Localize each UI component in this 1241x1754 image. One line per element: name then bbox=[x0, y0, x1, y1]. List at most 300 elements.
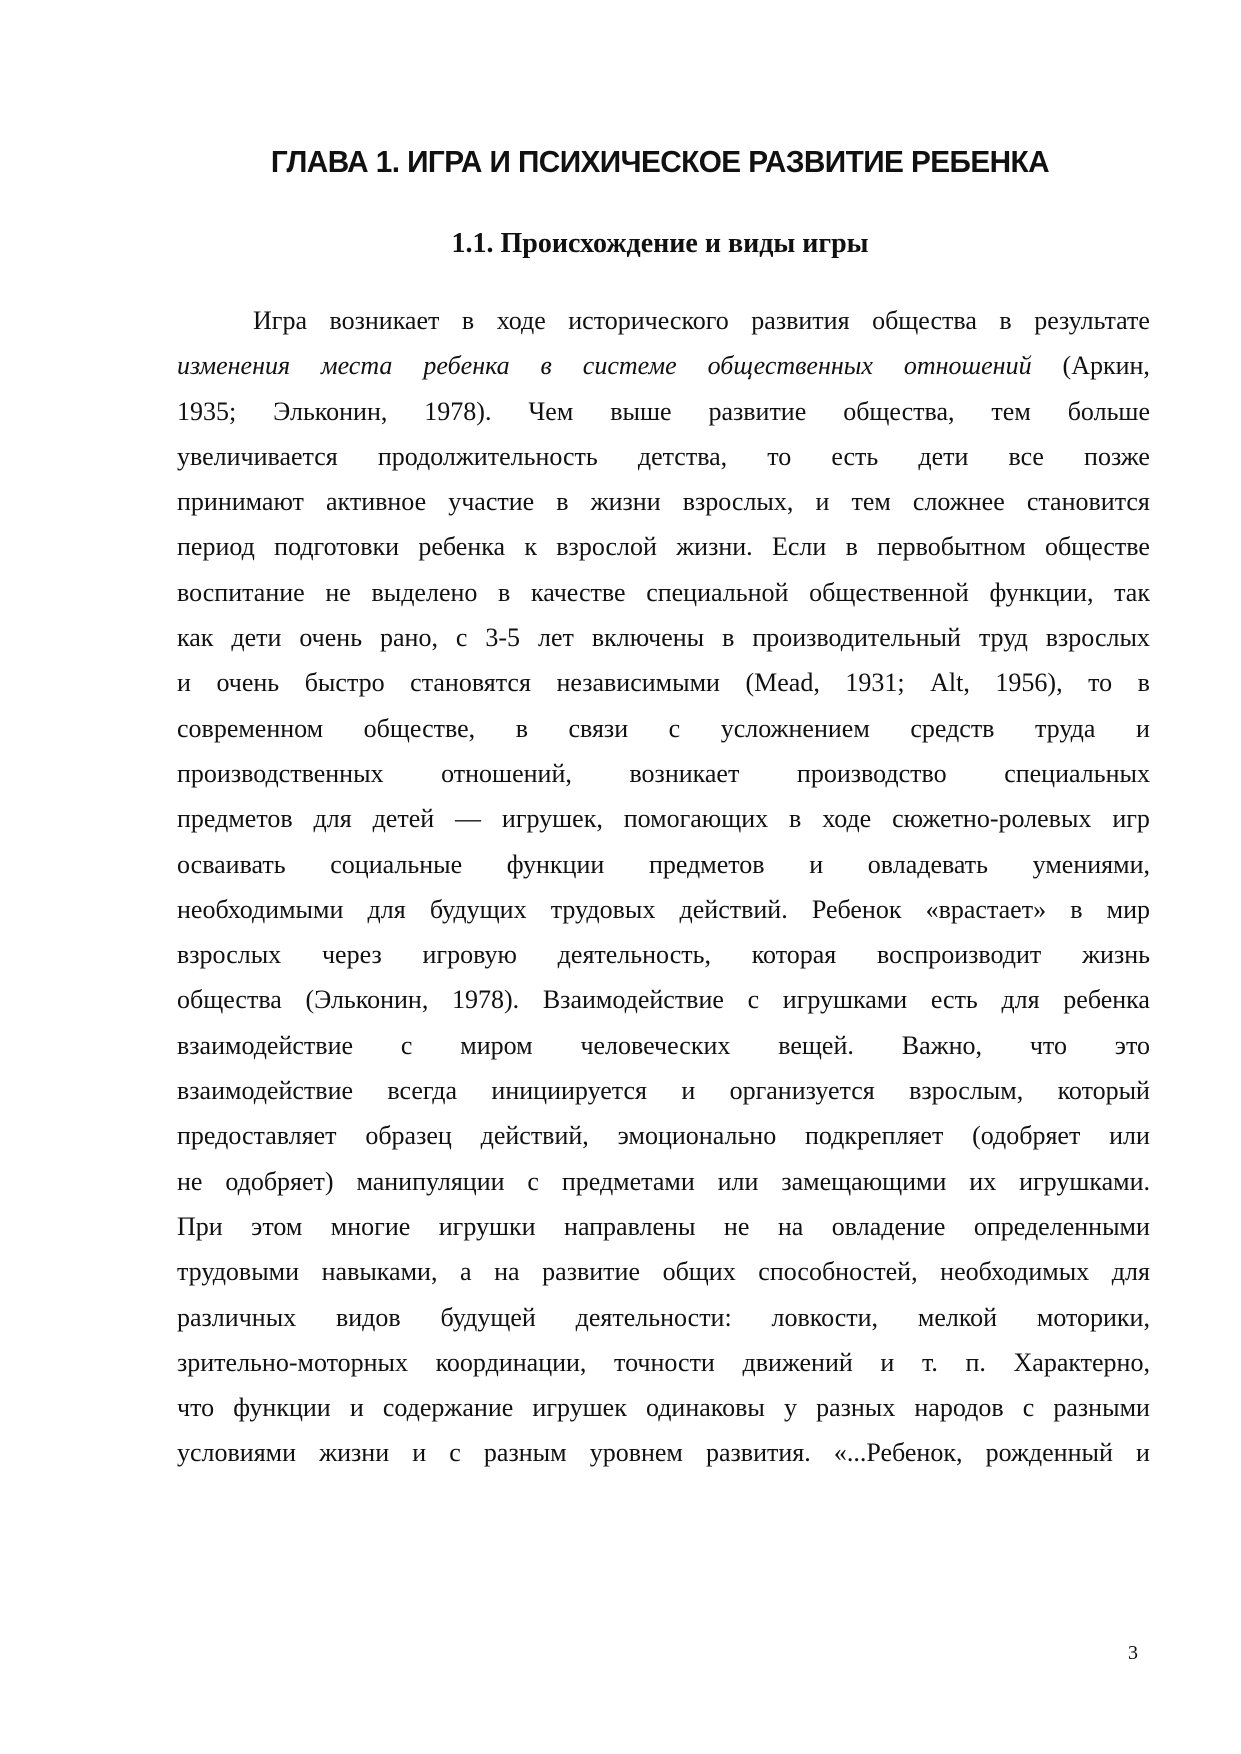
word bbox=[772, 1295, 879, 1340]
word bbox=[507, 842, 605, 887]
word-part: их bbox=[969, 1166, 997, 1196]
word bbox=[778, 1204, 803, 1249]
word-part: и bbox=[681, 1076, 696, 1106]
word bbox=[822, 796, 871, 841]
word bbox=[305, 977, 428, 1022]
word bbox=[991, 389, 1030, 434]
word bbox=[974, 1204, 1150, 1249]
word bbox=[683, 479, 794, 524]
word bbox=[439, 1204, 536, 1249]
word-part: в bbox=[498, 577, 511, 607]
word bbox=[767, 434, 791, 479]
word-part: детей bbox=[372, 804, 435, 834]
word-part: общества, bbox=[843, 396, 955, 426]
word-part: инициируется bbox=[491, 1076, 647, 1106]
word-part: т. bbox=[921, 1347, 938, 1377]
word bbox=[177, 1430, 296, 1475]
word-part: игровую bbox=[422, 940, 517, 970]
word bbox=[1109, 1113, 1150, 1158]
word-part: необходимыми bbox=[177, 894, 344, 924]
word-part: помогающих bbox=[623, 804, 769, 834]
word bbox=[314, 796, 352, 841]
word bbox=[1084, 434, 1150, 479]
word bbox=[412, 1430, 426, 1475]
word bbox=[669, 706, 681, 751]
word bbox=[494, 1249, 519, 1294]
word-part: образец bbox=[365, 1121, 452, 1151]
word bbox=[676, 524, 752, 569]
word bbox=[742, 1340, 852, 1385]
word bbox=[922, 1340, 938, 1385]
word-part: есть bbox=[930, 985, 978, 1015]
word-part: развития. bbox=[705, 1438, 811, 1468]
word bbox=[1068, 389, 1150, 434]
word-part: функции, bbox=[989, 577, 1094, 607]
word bbox=[542, 1249, 640, 1294]
word bbox=[177, 1113, 337, 1158]
word bbox=[914, 1385, 1003, 1430]
word bbox=[722, 615, 734, 660]
word-part: взрослой bbox=[556, 532, 657, 562]
word bbox=[373, 796, 435, 841]
word bbox=[177, 1249, 299, 1294]
word bbox=[251, 1204, 302, 1249]
word-part: в bbox=[556, 487, 569, 517]
word bbox=[1070, 887, 1082, 932]
word-part: на bbox=[494, 1257, 520, 1287]
paragraph-line bbox=[177, 932, 1150, 977]
word bbox=[1053, 1385, 1150, 1430]
word bbox=[371, 570, 477, 615]
word bbox=[543, 977, 724, 1022]
word bbox=[931, 977, 978, 1022]
word-part: трудовыми bbox=[177, 1257, 300, 1287]
word-part: Если bbox=[771, 532, 827, 562]
word-part: игрушек, bbox=[501, 804, 603, 834]
word-part: человеческих bbox=[580, 1030, 731, 1060]
word-part: трудовых bbox=[550, 894, 656, 924]
word bbox=[322, 932, 382, 977]
word-part: Alt, bbox=[930, 668, 970, 698]
word bbox=[401, 1023, 413, 1068]
word-part: который bbox=[1057, 1076, 1150, 1106]
word-part: средств bbox=[910, 713, 995, 743]
word-part: производственных bbox=[177, 758, 384, 788]
word-part: Чем bbox=[528, 396, 574, 426]
italic-word-part: ребенка bbox=[423, 351, 510, 381]
word-part: условиями bbox=[177, 1438, 297, 1468]
word-part: у bbox=[783, 1393, 797, 1423]
word bbox=[681, 1068, 695, 1113]
word bbox=[460, 1023, 532, 1068]
word-part: развитие bbox=[542, 1257, 640, 1287]
word-part: (Mead, bbox=[745, 668, 820, 698]
word-part: лет bbox=[538, 623, 574, 653]
word-part: подготовки bbox=[274, 532, 400, 562]
word bbox=[1030, 1023, 1067, 1068]
word bbox=[797, 751, 947, 796]
word-part: с bbox=[668, 713, 681, 743]
word-part: игр bbox=[1112, 804, 1150, 834]
word-part: миром bbox=[460, 1030, 533, 1060]
word-part: 1978). bbox=[424, 396, 492, 426]
word-part: и bbox=[1136, 1438, 1150, 1468]
word-part: общества bbox=[177, 985, 282, 1015]
word-part: предметами bbox=[561, 1166, 695, 1196]
word-part: больше bbox=[1067, 396, 1150, 426]
word-part: развития bbox=[751, 306, 850, 335]
paragraph-line bbox=[177, 660, 1150, 705]
word-part: (Аркин, bbox=[1062, 351, 1150, 381]
word-part: вещей. bbox=[778, 1030, 854, 1060]
word-part: жизни bbox=[590, 487, 661, 517]
word-part: игрушками bbox=[782, 985, 908, 1015]
word-part: предметов bbox=[648, 849, 765, 879]
paragraph-line bbox=[177, 615, 1150, 660]
word-part: специальных bbox=[1004, 758, 1150, 788]
word bbox=[177, 706, 323, 751]
word-part: первобытном bbox=[877, 532, 1026, 562]
word bbox=[177, 434, 338, 479]
word bbox=[843, 389, 954, 434]
word bbox=[528, 389, 573, 434]
word-part: с bbox=[1022, 1393, 1035, 1423]
paragraph-line bbox=[177, 887, 1150, 932]
paragraph-line bbox=[177, 343, 1150, 388]
word-part: взаимодействие bbox=[177, 1030, 354, 1060]
word bbox=[322, 1249, 438, 1294]
word-part: в bbox=[999, 306, 1012, 335]
paragraph-line bbox=[177, 1249, 1150, 1294]
word bbox=[718, 1159, 759, 1204]
word bbox=[1107, 887, 1150, 932]
word-part: независимыми bbox=[556, 668, 720, 698]
word-part: и bbox=[349, 1393, 364, 1423]
word-part: этом bbox=[251, 1211, 303, 1241]
word-part: подкрепляет bbox=[805, 1121, 944, 1151]
word-part: предоставляет bbox=[177, 1121, 337, 1151]
body-paragraph bbox=[177, 298, 1150, 1476]
word bbox=[809, 842, 823, 887]
word bbox=[1023, 1385, 1035, 1430]
word bbox=[456, 615, 468, 660]
word bbox=[418, 524, 505, 569]
word bbox=[1045, 524, 1150, 569]
word bbox=[1037, 1295, 1150, 1340]
word-part: увеличивается bbox=[177, 441, 338, 471]
word-part: ребенка bbox=[418, 532, 506, 562]
word bbox=[383, 1385, 513, 1430]
word-part: разным bbox=[483, 1438, 567, 1468]
word bbox=[590, 1430, 683, 1475]
word-part: воспитание bbox=[177, 577, 305, 607]
word-part: и bbox=[412, 1438, 427, 1468]
word bbox=[909, 1068, 1023, 1113]
word bbox=[1115, 1023, 1150, 1068]
word-part: игрушки bbox=[438, 1211, 536, 1241]
word bbox=[177, 479, 304, 524]
word bbox=[484, 1430, 567, 1475]
word-part: в bbox=[1137, 668, 1150, 698]
word bbox=[892, 796, 1091, 841]
word-part: дети bbox=[231, 623, 282, 653]
word-part: игрушек bbox=[532, 1393, 627, 1423]
word bbox=[730, 1068, 875, 1113]
word-part: с bbox=[527, 1166, 539, 1196]
word-part: позже bbox=[1084, 441, 1150, 471]
chapter-title: ГЛАВА 1. ИГРА И ПСИХИЧЕСКОЕ РАЗВИТИЕ РЕБЕНКА bbox=[270, 144, 1050, 179]
word bbox=[724, 1204, 749, 1249]
word-part: моторики, bbox=[1036, 1302, 1150, 1332]
word-part: действий. bbox=[679, 894, 788, 924]
word bbox=[177, 977, 282, 1022]
word-part: для bbox=[367, 894, 406, 924]
word-part: способностей, bbox=[758, 1257, 918, 1287]
word-part: в bbox=[789, 804, 802, 834]
word bbox=[1035, 706, 1095, 751]
word bbox=[177, 1023, 353, 1068]
word bbox=[532, 1385, 626, 1430]
word-part: с bbox=[400, 1030, 413, 1060]
word bbox=[177, 751, 384, 796]
word-part: одобряет) bbox=[225, 1166, 334, 1196]
word bbox=[538, 615, 574, 660]
paragraph-line bbox=[177, 1068, 1150, 1113]
word bbox=[918, 434, 968, 479]
word bbox=[783, 977, 907, 1022]
word-part: ловкости, bbox=[771, 1302, 879, 1332]
word-part: функции bbox=[506, 849, 605, 879]
word bbox=[778, 1023, 854, 1068]
word bbox=[524, 524, 537, 569]
word bbox=[325, 570, 350, 615]
word bbox=[624, 796, 768, 841]
word-part: мир bbox=[1106, 894, 1150, 924]
word-part: Игра bbox=[253, 306, 307, 335]
word-part: участие bbox=[448, 487, 535, 517]
word-part: манипуляции bbox=[356, 1166, 505, 1196]
word bbox=[233, 1385, 331, 1430]
paragraph-line bbox=[177, 434, 1150, 479]
word bbox=[680, 887, 788, 932]
word-part: которая bbox=[751, 940, 837, 970]
word bbox=[614, 1340, 715, 1385]
word-part: навыками, bbox=[321, 1257, 438, 1287]
word bbox=[1114, 570, 1150, 615]
word bbox=[868, 842, 988, 887]
word bbox=[918, 1295, 997, 1340]
word bbox=[872, 298, 977, 343]
word-part: с bbox=[455, 623, 468, 653]
word bbox=[364, 706, 476, 751]
word-part: предметов bbox=[177, 804, 293, 834]
word bbox=[618, 1113, 777, 1158]
paragraph-line bbox=[177, 479, 1150, 524]
word bbox=[1138, 660, 1150, 705]
paragraph-line bbox=[177, 842, 1150, 887]
word bbox=[832, 1204, 946, 1249]
word-part: координации, bbox=[435, 1347, 587, 1377]
word bbox=[365, 1113, 452, 1158]
word-part: или bbox=[1109, 1121, 1150, 1151]
word bbox=[177, 1295, 296, 1340]
word-part: не bbox=[325, 577, 351, 607]
word bbox=[926, 887, 1046, 932]
word bbox=[913, 479, 1005, 524]
word bbox=[1112, 1249, 1150, 1294]
word-part: зрительно-моторных bbox=[177, 1347, 409, 1377]
word bbox=[965, 1340, 985, 1385]
italic-word-part: отношений bbox=[903, 351, 1032, 381]
word bbox=[708, 343, 873, 388]
word bbox=[592, 615, 704, 660]
word-part: жизни. bbox=[676, 532, 753, 562]
word bbox=[646, 1385, 765, 1430]
word bbox=[646, 570, 788, 615]
paragraph-line bbox=[177, 1385, 1150, 1430]
word-part: или bbox=[717, 1166, 759, 1196]
word bbox=[1027, 479, 1150, 524]
word-part: общественной bbox=[809, 577, 969, 607]
word-part: что bbox=[1029, 1030, 1067, 1060]
word bbox=[568, 706, 628, 751]
word-part: (одобряет bbox=[972, 1121, 1081, 1151]
word-part: продолжительность bbox=[377, 441, 598, 471]
word-part: замещающими bbox=[781, 1166, 947, 1196]
word-part: рожденный bbox=[985, 1438, 1113, 1468]
paragraph-line bbox=[177, 751, 1150, 796]
word-part: разными bbox=[1053, 1393, 1150, 1423]
word-part: рано, bbox=[380, 623, 438, 653]
word-part: через bbox=[321, 940, 382, 970]
word-part: выделено bbox=[371, 577, 478, 607]
word bbox=[551, 887, 656, 932]
word-part: качестве bbox=[530, 577, 626, 607]
word-part: 1931; bbox=[845, 668, 905, 698]
word bbox=[330, 298, 440, 343]
word-part: не bbox=[723, 1211, 750, 1241]
word-part: включены bbox=[591, 623, 705, 653]
word bbox=[556, 660, 720, 705]
word-part: ходе bbox=[822, 804, 872, 834]
word-part: При bbox=[177, 1211, 223, 1241]
italic-word-part: места bbox=[321, 351, 393, 381]
word bbox=[902, 1023, 982, 1068]
word bbox=[1001, 977, 1039, 1022]
word bbox=[812, 887, 902, 932]
word-part: осваивать bbox=[177, 849, 286, 879]
word-part: 1978). bbox=[452, 985, 520, 1015]
word-part: связи bbox=[568, 713, 629, 743]
word bbox=[745, 660, 819, 705]
word bbox=[1063, 977, 1150, 1022]
word bbox=[541, 343, 552, 388]
word-part: и bbox=[809, 849, 824, 879]
word bbox=[568, 298, 729, 343]
word bbox=[177, 932, 281, 977]
word-part: (Эльконин, bbox=[305, 985, 429, 1015]
word bbox=[751, 298, 849, 343]
word bbox=[448, 479, 534, 524]
word bbox=[177, 1204, 223, 1249]
paragraph-line bbox=[177, 1113, 1150, 1158]
word bbox=[564, 1204, 695, 1249]
word-part: видов bbox=[335, 1302, 401, 1332]
word-part: сюжетно-ролевых bbox=[892, 804, 1092, 834]
word bbox=[410, 660, 531, 705]
word-part: активное bbox=[326, 487, 427, 517]
word-part: с bbox=[449, 1438, 461, 1468]
paragraph-line bbox=[177, 1430, 1150, 1475]
word bbox=[721, 706, 870, 751]
word bbox=[649, 842, 765, 887]
word-part: для bbox=[1111, 1257, 1150, 1287]
word bbox=[1019, 1159, 1150, 1204]
word-part: и bbox=[815, 487, 830, 517]
word bbox=[274, 524, 399, 569]
word-part: детства, bbox=[637, 441, 728, 471]
word bbox=[752, 932, 837, 977]
word bbox=[979, 615, 1028, 660]
word bbox=[558, 932, 711, 977]
word-part: «...Ребенок, bbox=[833, 1438, 963, 1468]
word-part: результате bbox=[1034, 306, 1150, 335]
word-part: это bbox=[1114, 1030, 1150, 1060]
paragraph-line bbox=[177, 1295, 1150, 1340]
word-part: разных bbox=[816, 1393, 896, 1423]
word bbox=[441, 1295, 536, 1340]
word bbox=[423, 932, 517, 977]
word bbox=[999, 298, 1011, 343]
word-part: точности bbox=[614, 1347, 715, 1377]
word-part: к bbox=[524, 532, 537, 562]
word-part: одинаковы bbox=[645, 1393, 765, 1423]
word bbox=[1136, 706, 1150, 751]
word bbox=[629, 751, 739, 796]
word bbox=[436, 1340, 587, 1385]
word-part: усложнением bbox=[720, 713, 870, 743]
word-part: будущих bbox=[429, 894, 527, 924]
word-part: исторического bbox=[568, 306, 729, 335]
word-part: как bbox=[177, 623, 214, 653]
word bbox=[177, 796, 293, 841]
word bbox=[462, 298, 474, 343]
word bbox=[638, 434, 727, 479]
word bbox=[177, 887, 343, 932]
word bbox=[516, 706, 528, 751]
word-part: различных bbox=[177, 1302, 297, 1332]
word-part: в bbox=[1070, 894, 1083, 924]
word-part: 1935; bbox=[177, 396, 237, 426]
word-part: жизнь bbox=[1082, 940, 1150, 970]
word bbox=[177, 842, 286, 887]
word-part: взрослых bbox=[177, 940, 282, 970]
word-part: взрослых, bbox=[682, 487, 794, 517]
word-part: обществе bbox=[1044, 532, 1150, 562]
italic-word-part: системе bbox=[582, 351, 677, 381]
word bbox=[387, 1068, 457, 1113]
word bbox=[424, 389, 491, 434]
word bbox=[350, 1385, 364, 1430]
page-number: 3 bbox=[1128, 1642, 1138, 1664]
word bbox=[216, 660, 279, 705]
word-part: сложнее bbox=[912, 487, 1005, 517]
word-part: игрушками. bbox=[1019, 1166, 1150, 1196]
word bbox=[1088, 660, 1112, 705]
word bbox=[610, 389, 671, 434]
word-part: а bbox=[460, 1257, 472, 1287]
word bbox=[527, 1159, 539, 1204]
